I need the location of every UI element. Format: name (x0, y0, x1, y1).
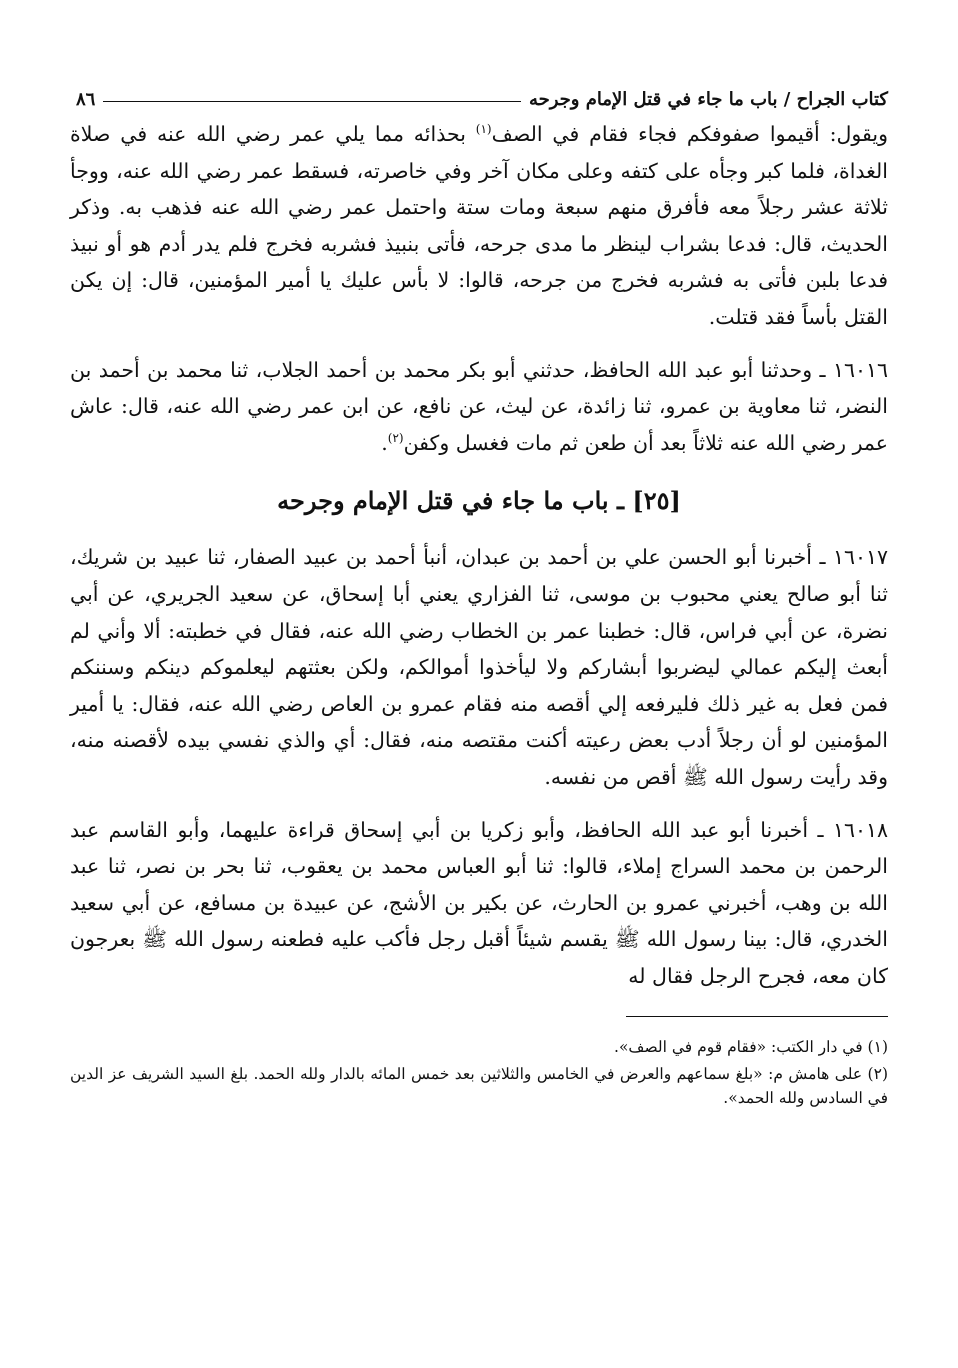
footnote-separator (626, 1016, 888, 1017)
paragraph-1-text-b: بحذائه مما يلي عمر رضي الله عنه في صلاة الغداة، فلما كبر وجأه على كتفه وعلى مكان آخر وفي خاصرته، فسقط عمر رضي الله عنه، ووجأ ثلاثة عشر رجلاً معه فأفرق منهم سبعة ومات ستة واحتمل عمر رضي الله عنه فذهب به. وذكر الحديث، قال: فدعا بشراب لينظر ما مدى جرحه، فأتى بنبيذ فشربه فخرج فلم يدر أدم هو أو نبيذ فدعا بلبن فأتى به فشربه فخرج من جرحه، قالوا: لا بأس عليك يا أمير المؤمنين، قال: إن يكن القتل بأساً فقد قتلت. (70, 122, 888, 329)
hadith-16016-text: ١٦٠١٦ ـ وحدثنا أبو عبد الله الحافظ، حدثني أبو بكر محمد بن أحمد الجلاب، ثنا محمد بن أحمد بن النضر، ثنا معاوية بن عمرو، ثنا زائدة، عن ليث، عن نافع، عن ابن عمر رضي الله عنه، قال: عاش عمر رضي الله عنه ثلاثاً بعد أن طعن ثم مات فغسل وكفن (70, 357, 888, 455)
footnote-2: (٢) على هامش م: «بلغ سماعهم والعرض في الخامس والثلاثين بعد خمس المائه بالدار ولله الحمد. بلغ السيد الشريف عز الدين في السادس ولله الحمد». (70, 1065, 888, 1108)
hadith-16018: ١٦٠١٨ ـ أخبرنا أبو عبد الله الحافظ، وأبو زكريا بن أبي إسحاق قراءة عليهما، وأبو القاسم عبد الرحمن بن محمد السراج إملاء، قالوا: ثنا أبو العباس محمد بن يعقوب، ثنا بحر بن نصر، ثنا عبد الله بن وهب، أخبرني عمرو بن الحارث، عن بكير بن الأشج، عن عبيدة بن مسافع، عن أبي سعيد الخدري، قال: بينا رسول الله ﷺ يقسم شيئاً أقبل رجل فأكب عليه فطعنه رسول الله ﷺ بعرجون كان معه، فجرح الرجل فقال له (70, 817, 888, 988)
footnote-1: (١) في دار الكتب: «فقام قوم في الصف». (614, 1038, 888, 1057)
page-number: ٨٦ (76, 89, 96, 110)
footnotes (70, 1035, 888, 1110)
header-rule (103, 101, 521, 102)
hadith-16017: ١٦٠١٧ ـ أخبرنا أبو الحسن علي بن أحمد بن عبدان، أنبأ أحمد بن عبيد الصفار، ثنا عبيد بن شريك، ثنا أبو صالح يعني محبوب بن موسى، ثنا الفزاري يعني أبا إسحاق، عن سعيد الجريري، عن أبي نضرة، عن أبي فراس، قال: خطبنا عمر بن الخطاب رضي الله عنه، فقال في خطبته: ألا وأني لم أبعث إليكم عمالي ليضربوا أبشاركم ولا ليأخذوا أموالكم، ولكن بعثتهم ليعلموكم دينكم وسننكم فمن فعل به غير ذلك فليرفعه إلي أقصه منه فقام عمرو بن العاص رضي الله عنه، فقال: يا أمير المؤمنين لو أن رجلاً أدب بعض رعيته أكنت مقتصه منه، فقال: أي والذي نفسي بيده لأقصنه منه، وقد رأيت رسول الله ﷺ أقص من نفسه. (70, 545, 888, 789)
paragraph-1 (70, 116, 888, 336)
paragraph-gap (70, 796, 888, 812)
hadith-16016 (70, 352, 888, 462)
section-heading: [٢٥] ـ باب ما جاء في قتل الإمام وجرحه (277, 486, 681, 516)
header-title: كتاب الجراح / باب ما جاء في قتل الإمام وجرحه (528, 89, 888, 110)
hadith-16016-end: . (381, 430, 388, 455)
book-page (70, 74, 888, 1113)
paragraph-gap (70, 336, 888, 352)
running-header (70, 74, 888, 110)
footnote-ref-1: (١) (475, 122, 492, 137)
paragraph-1-text-a: ويقول: أقيموا صفوفكم فجاء فقام في الصف (491, 122, 888, 146)
footnote-ref-2: (٢) (387, 430, 404, 445)
